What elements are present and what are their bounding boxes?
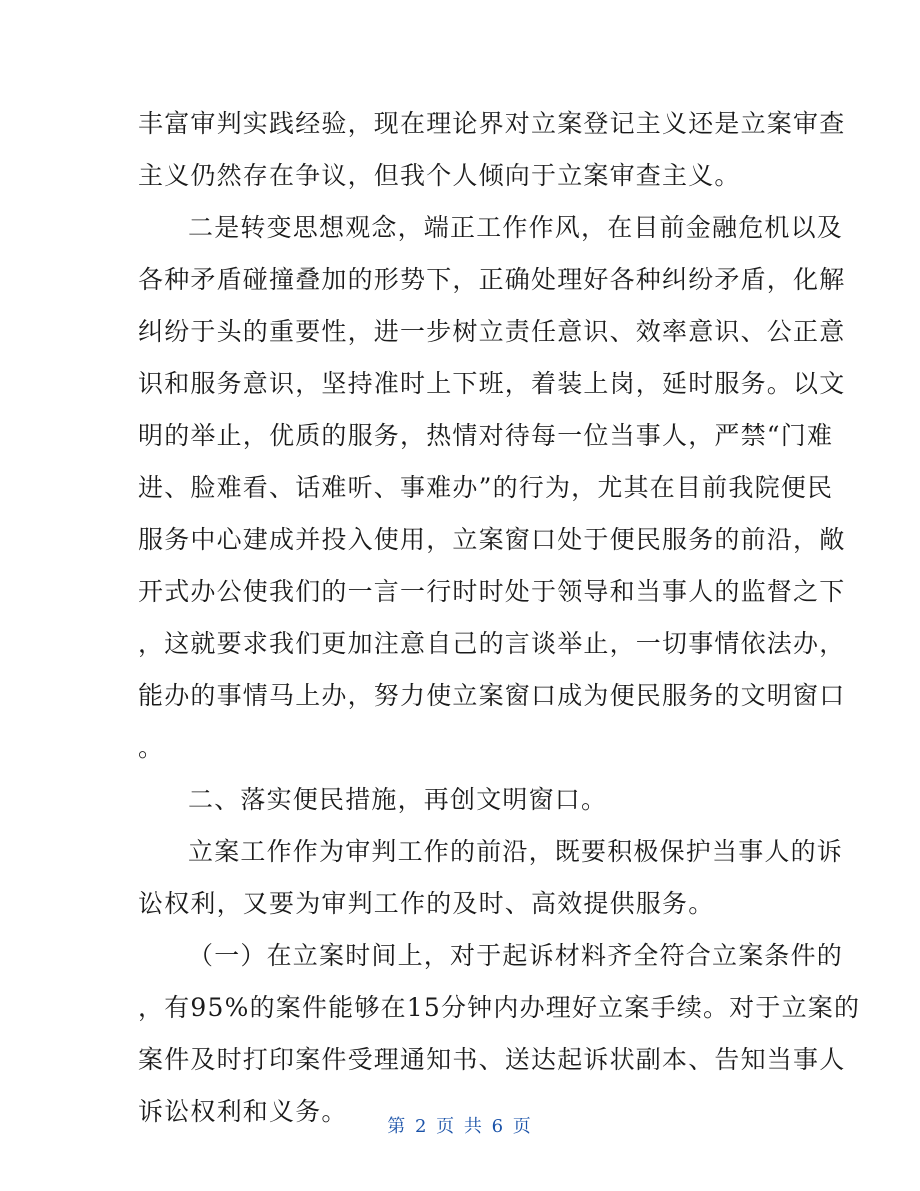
text-line: 。 xyxy=(138,733,165,762)
text-line: 丰富审判实践经验，现在理论界对立案登记主义还是立案审查 xyxy=(138,109,846,138)
text-line: 立案工作作为审判工作的前沿，既要积极保护当事人的诉 xyxy=(188,837,844,866)
document-body xyxy=(138,98,861,1138)
text-line: 识和服务意识，坚持准时上下班，着装上岗，延时服务。以文 xyxy=(138,369,846,398)
paragraph-continuation xyxy=(138,98,846,202)
text-line: （一）在立案时间上，对于起诉材料齐全符合立案条件的 xyxy=(188,941,844,970)
text-line: ，这就要求我们更加注意自己的言谈举止，一切事情依法办， xyxy=(138,629,846,658)
text-line: 进、脸难看、话难听、事难办”的行为，尤其在目前我院便民 xyxy=(138,473,834,502)
paragraph-item-1 xyxy=(138,930,861,1138)
text-line: 明的举止，优质的服务，热情对待每一位当事人，严禁“门难 xyxy=(138,421,834,450)
text-line: 诉讼权利和义务。 xyxy=(138,1097,348,1126)
text-line: 纠纷于头的重要性，进一步树立责任意识、效率意识、公正意 xyxy=(138,317,846,346)
page-number-footer: 第 2 页 共 6 页 xyxy=(387,1116,533,1137)
section-heading xyxy=(138,774,788,826)
text-line: 案件及时打印案件受理通知书、送达起诉状副本、告知当事人 xyxy=(138,1045,846,1074)
text-line: 服务中心建成并投入使用，立案窗口处于便民服务的前沿，敞 xyxy=(138,525,846,554)
paragraph-intro xyxy=(138,826,844,930)
text-line: 能办的事情马上办，努力使立案窗口成为便民服务的文明窗口 xyxy=(138,681,846,710)
text-line: ，有95%的案件能够在15分钟内办理好立案手续。对于立案的 xyxy=(138,993,861,1022)
text-line: 主义仍然存在争议，但我个人倾向于立案审查主义。 xyxy=(138,161,741,190)
paragraph-attitude xyxy=(138,202,846,774)
text-line: 开式办公使我们的一言一行时时处于领导和当事人的监督之下 xyxy=(138,577,846,606)
text-line: 二是转变思想观念，端正工作作风，在目前金融危机以及 xyxy=(188,213,844,242)
text-line: 二、落实便民措施，再创文明窗口。 xyxy=(188,785,608,814)
text-line: 各种矛盾碰撞叠加的形势下，正确处理好各种纠纷矛盾，化解 xyxy=(138,265,846,294)
text-line: 讼权利，又要为审判工作的及时、高效提供服务。 xyxy=(138,889,715,918)
